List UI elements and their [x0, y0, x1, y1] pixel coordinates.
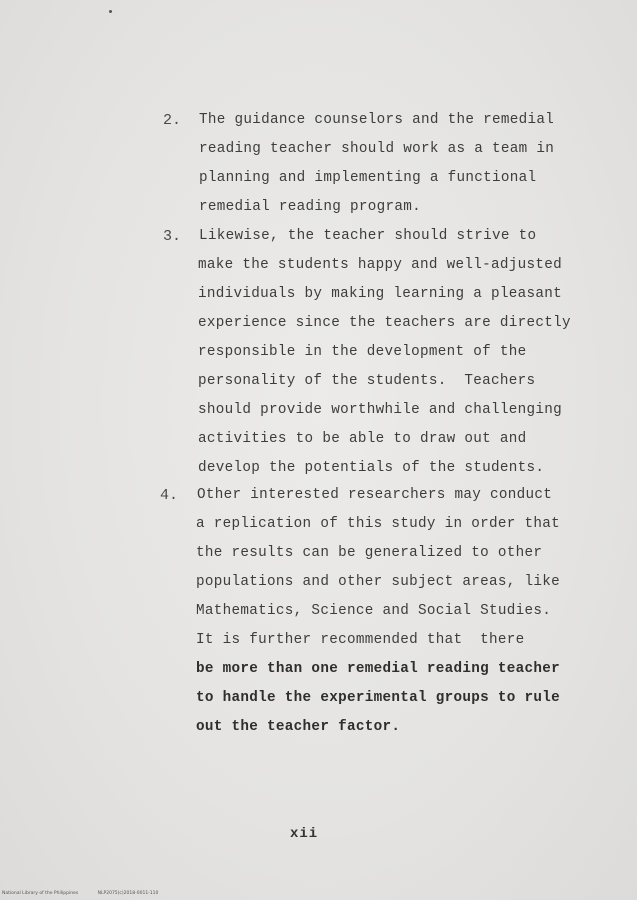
page-number: xii — [290, 826, 319, 842]
text-line: out the teacher factor. — [196, 719, 401, 735]
text-line: develop the potentials of the students. — [198, 460, 545, 476]
text-line: Other interested researchers may conduct — [197, 487, 553, 503]
text-line: remedial reading program. — [199, 199, 421, 215]
paper-speck — [109, 10, 112, 13]
text-line: be more than one remedial reading teacher — [196, 661, 561, 677]
text-line: populations and other subject areas, like — [196, 574, 561, 590]
text-line: experience since the teachers are directly — [198, 315, 571, 331]
text-line: planning and implementing a functional — [199, 170, 537, 186]
item-number: 2. — [163, 112, 182, 129]
item-number: 3. — [163, 228, 182, 245]
library-credit — [2, 891, 176, 896]
text-line: a replication of this study in order that — [196, 516, 561, 532]
text-line: individuals by making learning a pleasant — [198, 286, 563, 302]
text-line: activities to be able to draw out and — [198, 431, 527, 447]
text-line: personality of the students. Teachers — [198, 373, 536, 389]
text-line: reading teacher should work as a team in — [199, 141, 555, 157]
text-line: make the students happy and well-adjusted — [198, 257, 563, 273]
text-line: The guidance counselors and the remedial — [199, 112, 555, 128]
text-line: responsible in the development of the — [198, 344, 527, 360]
text-line: Mathematics, Science and Social Studies. — [196, 603, 552, 619]
text-line: to handle the experimental groups to rule — [196, 690, 561, 706]
library-name: National Library of the Philippines — [2, 891, 79, 896]
text-line: Likewise, the teacher should strive to — [199, 228, 537, 244]
library-code: NLP2075(c)2018-0011-110 — [97, 891, 159, 896]
text-line: the results can be generalized to other — [196, 545, 543, 561]
item-number: 4. — [160, 487, 179, 504]
text-line: It is further recommended that there — [196, 632, 525, 648]
text-line: should provide worthwhile and challenging — [198, 402, 563, 418]
